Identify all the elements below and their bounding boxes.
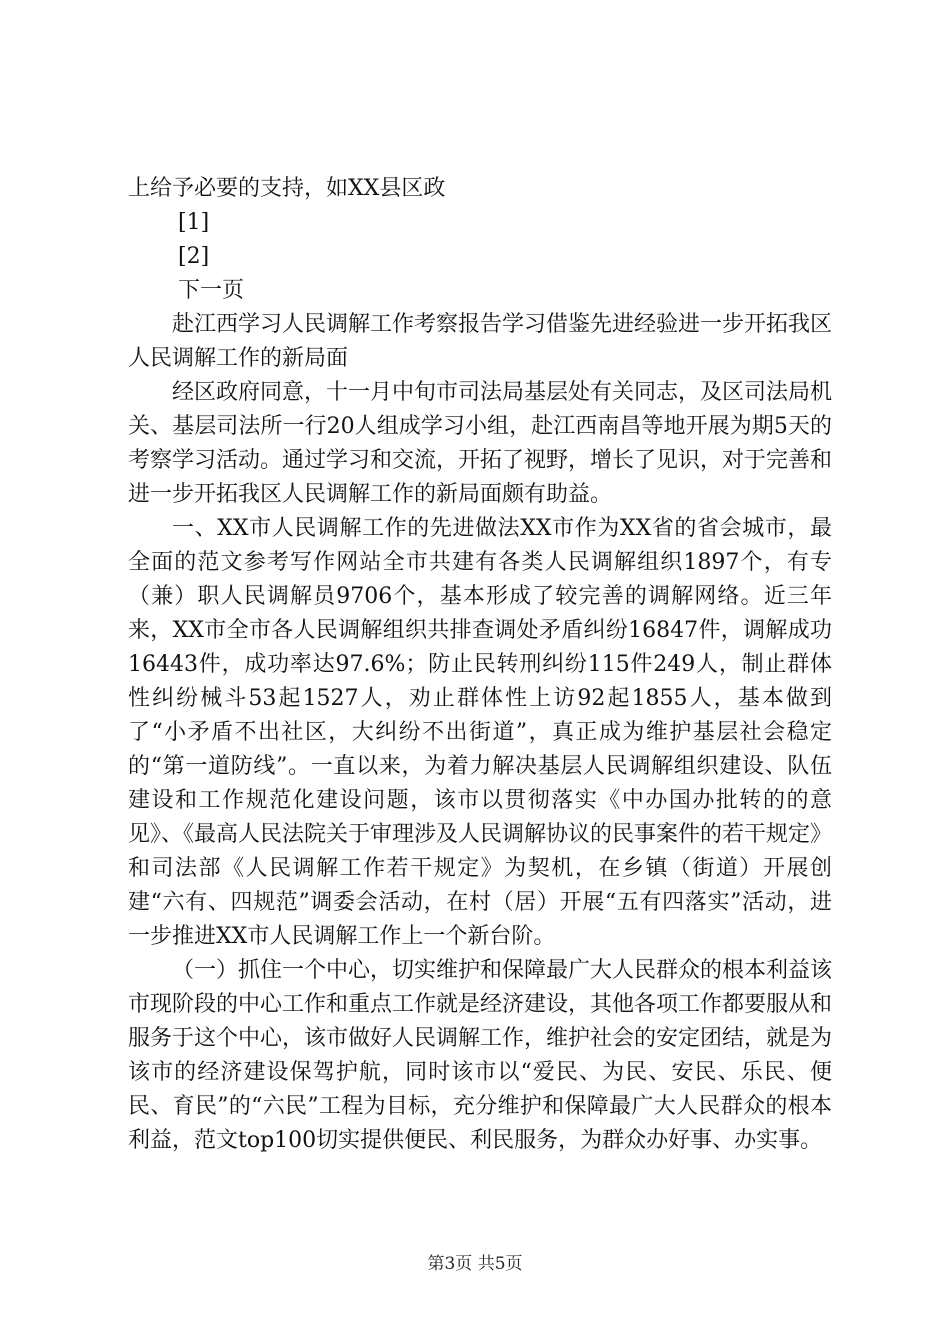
page-link-1[interactable]: [1]	[178, 210, 210, 235]
continued-line: 上给予必要的支持，如XX县区政	[128, 176, 446, 201]
section-one-paragraph: 一、XX市人民调解工作的先进做法XX市作为XX省的省会城市，最全面的范文参考写作网站全市共建有各类人民调解组织1897个，有专（兼）职人民调解员9706个，基本形成了较完善的调解网络。近三年来，XX市全市各人民调解组织共排查调处矛盾纠纷16847件，调解成功16443件，成功率达97.6%；防止民转刑纠纷115件249人，制止群体性纠纷械斗53起1527人，劝止群体性上访92起1855人，基本做到了“小矛盾不出社区，大纠纷不出街道”，真正成为维护基层社会稳定的“第一道防线”。一直以来，为着力解决基层人民调解组织建设、队伍建设和工作规范化建设问题，该市以贯彻落实《中办国办批转的的意见》、《最高人民法院关于审理涉及人民调解协议的民事案件的若干规定》和司法部《人民调解工作若干规定》为契机，在乡镇（街道）开展创建“六有、四规范”调委会活动，在村（居）开展“五有四落实”活动，进一步推进XX市人民调解工作上一个新台阶。	[128, 516, 833, 949]
page-footer: 第3页 共5页	[427, 1254, 523, 1274]
subsection-one-paragraph: （一）抓住一个中心，切实维护和保障最广大人民群众的根本利益该市现阶段的中心工作和重点工作就是经济建设，其他各项工作都要服从和服务于这个中心，该市做好人民调解工作，维护社会的安定团结，就是为该市的经济建设保驾护航，同时该市以“爱民、为民、安民、乐民、便民、育民”的“六民”工程为目标，充分维护和保障最广大人民群众的根本利益，范文top100切实提供便民、利民服务，为群众办好事、办实事。	[128, 958, 833, 1153]
page-link-2[interactable]: [2]	[178, 244, 210, 269]
next-page-link[interactable]: 下一页	[178, 278, 245, 303]
report-title-paragraph: 赴江西学习人民调解工作考察报告学习借鉴先进经验进一步开拓我区人民调解工作的新局面	[128, 312, 833, 371]
document-body	[128, 172, 832, 1158]
intro-paragraph: 经区政府同意，十一月中旬市司法局基层处有关同志，及区司法局机关、基层司法所一行20人组成学习小组，赴江西南昌等地开展为期5天的考察学习活动。通过学习和交流，开拓了视野，增长了见识，对于完善和进一步开拓我区人民调解工作的新局面颇有助益。	[128, 380, 833, 507]
